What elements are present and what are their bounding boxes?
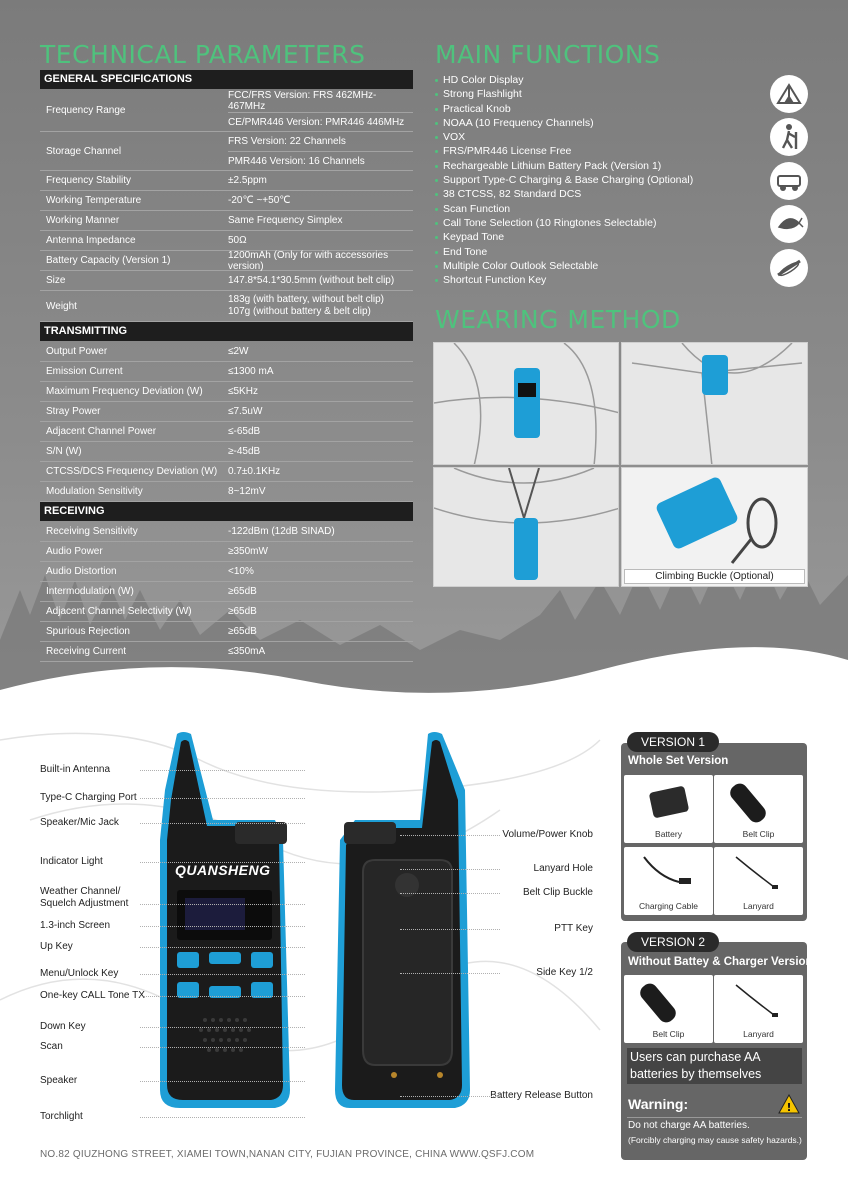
callout-leader-line (140, 798, 305, 799)
left-callout-label: Torchlight (40, 1111, 83, 1122)
spec-value: ±2.5ppm (228, 175, 267, 186)
spec-value: ≤1300 mA (228, 366, 274, 377)
right-callout-label: Battery Release Button (490, 1090, 593, 1101)
spec-value: 8~12mV (228, 486, 266, 497)
warning-subtext: (Forcibly charging may cause safety hazards.) (628, 1135, 802, 1145)
aa-battery-note: Users can purchase AA batteries by themselves (627, 1048, 802, 1084)
brand-logo: QUANSHENG (175, 862, 271, 878)
callout-leader-line (400, 869, 500, 870)
function-item: FRS/PMR446 License Free (435, 144, 765, 158)
function-item: Shortcut Function Key (435, 273, 765, 287)
spec-value: <10% (228, 566, 254, 577)
spec-row (40, 402, 413, 422)
spec-row (40, 562, 413, 582)
spec-row (40, 622, 413, 642)
radio-front (155, 730, 295, 1110)
buckle-caption: Climbing Buckle (Optional) (624, 569, 805, 584)
accessory-label: Charging Cable (638, 901, 699, 911)
spec-value: 1200mAh (Only for with accessories version) (228, 249, 389, 272)
spec-label: Frequency Stability (46, 175, 132, 186)
spec-label: Size (46, 275, 66, 286)
spec-label: CTCSS/DCS Frequency Deviation (W) (46, 466, 218, 477)
spec-value: ≤5KHz (228, 386, 258, 397)
right-callout-label: Lanyard Hole (533, 863, 593, 874)
callout-leader-line (140, 1027, 305, 1028)
spec-label: Adjacent Channel Power (46, 426, 157, 437)
right-callout-label: Side Key 1/2 (536, 967, 593, 978)
spec-label: Receiving Sensitivity (46, 526, 138, 537)
accessory-belt-clip (714, 775, 803, 843)
spec-value: FCC/FRS Version: FRS 462MHz-467MHz (228, 90, 377, 112)
spec-row (40, 231, 413, 251)
left-callout-label: 1.3-inch Screen (40, 920, 111, 931)
spec-row (40, 251, 413, 271)
spec-row (40, 211, 413, 231)
spec-label: Weight (46, 300, 77, 312)
spec-row (40, 291, 413, 322)
spec-value: ≥65dB (228, 586, 257, 597)
accessory-label: Lanyard (743, 1029, 774, 1039)
left-callout-label: Speaker (40, 1075, 78, 1086)
spec-label: Emission Current (46, 366, 123, 377)
wearing-title: WEARING METHOD (435, 305, 681, 334)
left-callout-label: Weather Channel/ Squelch Adjustment (40, 886, 129, 909)
spec-row (40, 132, 413, 171)
accessory-label: Battery (655, 829, 682, 839)
spec-value: ≤-65dB (228, 426, 261, 437)
spec-row (40, 422, 413, 442)
function-item: VOX (435, 130, 765, 144)
left-callout-label: Menu/Unlock Key (40, 968, 119, 979)
callout-leader-line (140, 823, 305, 824)
functions-title: MAIN FUNCTIONS (435, 40, 661, 69)
function-item: Strong Flashlight (435, 87, 765, 101)
function-list (435, 73, 765, 287)
function-item: Keypad Tone (435, 230, 765, 244)
accessory-lanyard (714, 847, 803, 915)
spec-row (40, 382, 413, 402)
spec-label: Storage Channel (46, 145, 122, 157)
spec-value: 183g (with battery, without belt clip) 107g (without battery & belt clip) (228, 294, 385, 317)
function-item: Rechargeable Lithium Battery Pack (Version 1) (435, 159, 765, 173)
right-callout-label: Belt Clip Buckle (522, 887, 593, 898)
spec-value: Same Frequency Simplex (228, 215, 343, 226)
radio-back (330, 730, 475, 1110)
spec-value: CE/PMR446 Version: PMR446 446MHz (228, 112, 413, 131)
spec-value: 50Ω (228, 235, 247, 246)
function-item: Scan Function (435, 202, 765, 216)
spec-row (40, 362, 413, 382)
footer-address: NO.82 QIUZHONG STREET, XIAMEI TOWN,NANAN CITY, FUJIAN PROVINCE, CHINA WWW.QSFJ.COM (40, 1149, 535, 1160)
fishing-icon (770, 205, 808, 243)
tent-icon (770, 75, 808, 113)
left-callout-label: Built-in Antenna (40, 764, 111, 775)
wear-buckle-image (621, 467, 808, 587)
callout-leader-line (140, 862, 305, 863)
warning-icon (778, 1094, 800, 1119)
callout-leader-line (140, 904, 305, 905)
spec-row (40, 171, 413, 191)
spec-value: ≥-45dB (228, 446, 261, 457)
wear-lanyard-image (433, 467, 619, 587)
spec-row (40, 271, 413, 291)
right-callout-label: Volume/Power Knob (502, 829, 593, 840)
warning-text: Do not charge AA batteries. (628, 1120, 750, 1131)
spec-value: 0.7±0.1KHz (228, 466, 281, 477)
specs-title: TECHNICAL PARAMETERS (40, 40, 366, 69)
callout-leader-line (140, 926, 305, 927)
hiker-icon (770, 118, 808, 156)
accessory-belt-clip (624, 975, 713, 1043)
spec-label: Stray Power (46, 406, 101, 417)
function-item: Support Type-C Charging & Base Charging (Optional) (435, 173, 765, 187)
spec-label: Spurious Rejection (46, 626, 130, 637)
left-callout-label: Speaker/Mic Jack (40, 817, 119, 828)
spec-value: -20℃ ~+50℃ (228, 195, 291, 206)
spec-value: ≤350mA (228, 646, 266, 657)
spec-value: ≥350mW (228, 546, 268, 557)
spec-section-header: GENERAL SPECIFICATIONS (40, 70, 413, 89)
svg-text:!: ! (786, 1101, 792, 1114)
callout-leader-line (400, 893, 500, 894)
left-callout-label: Up Key (40, 941, 73, 952)
spec-label: Frequency Range (46, 105, 126, 116)
version1-title: Whole Set Version (628, 755, 729, 767)
callout-leader-line (140, 1081, 305, 1082)
spec-row (40, 442, 413, 462)
spec-label: Working Temperature (46, 195, 142, 206)
warning-divider (627, 1117, 802, 1118)
left-callout-label: One-key CALL Tone TX (40, 990, 145, 1001)
callout-leader-line (400, 973, 500, 974)
callout-leader-line (400, 929, 500, 930)
left-callout-label: Scan (40, 1041, 63, 1052)
spec-table (40, 70, 413, 662)
callout-leader-line (400, 1096, 500, 1097)
spec-value: -122dBm (12dB SINAD) (228, 526, 335, 537)
spec-label: Receiving Current (46, 646, 127, 657)
spec-label: Working Manner (46, 215, 120, 226)
spec-section-header: RECEIVING (40, 502, 413, 521)
kayak-icon (770, 249, 808, 287)
spec-value: ≥65dB (228, 606, 257, 617)
accessory-battery (624, 775, 713, 843)
accessory-lanyard (714, 975, 803, 1043)
accessory-charging-cable (624, 847, 713, 915)
callout-leader-line (400, 835, 500, 836)
wear-belt-image (433, 342, 619, 465)
spec-label: Output Power (46, 346, 108, 357)
accessory-label: Belt Clip (742, 829, 775, 839)
spec-value: PMR446 Version: 16 Channels (228, 151, 413, 170)
right-callout-label: PTT Key (554, 923, 593, 934)
spec-row (40, 342, 413, 362)
spec-section-header: TRANSMITTING (40, 322, 413, 341)
callout-leader-line (140, 1117, 305, 1118)
function-item: Practical Knob (435, 102, 765, 116)
function-item: End Tone (435, 245, 765, 259)
left-callout-label: Type-C Charging Port (40, 792, 137, 803)
spec-row (40, 542, 413, 562)
spec-row (40, 90, 413, 132)
spec-label: Antenna Impedance (46, 235, 136, 246)
spec-label: Battery Capacity (Version 1) (46, 255, 171, 266)
wear-pocket-image (621, 342, 808, 465)
version2-title: Without Battey & Charger Version (628, 956, 813, 968)
spec-row (40, 482, 413, 502)
callout-leader-line (140, 770, 305, 771)
callout-leader-line (140, 1047, 305, 1048)
function-item: 38 CTCSS, 82 Standard DCS (435, 187, 765, 201)
accessory-label: Belt Clip (652, 1029, 685, 1039)
version2-tag: VERSION 2 (627, 932, 719, 952)
warning-title: Warning: (628, 1096, 689, 1112)
spec-value: ≤7.5uW (228, 406, 263, 417)
spec-label: Intermodulation (W) (46, 586, 134, 597)
spec-value: ≤2W (228, 346, 249, 357)
spec-label: Maximum Frequency Deviation (W) (46, 386, 203, 397)
spec-value: FRS Version: 22 Channels (228, 136, 346, 147)
spec-row (40, 522, 413, 542)
callout-leader-line (140, 974, 305, 975)
spec-row (40, 602, 413, 622)
spec-row (40, 582, 413, 602)
function-item: Call Tone Selection (10 Ringtones Selectable) (435, 216, 765, 230)
left-callout-label: Down Key (40, 1021, 86, 1032)
spec-label: Adjacent Channel Selectivity (W) (46, 606, 192, 617)
spec-label: Audio Distortion (46, 566, 117, 577)
offroad-car-icon (770, 162, 808, 200)
function-item: NOAA (10 Frequency Channels) (435, 116, 765, 130)
spec-value: 147.8*54.1*30.5mm (without belt clip) (228, 275, 395, 286)
spec-label: Audio Power (46, 546, 103, 557)
spec-value: ≥65dB (228, 626, 257, 637)
left-callout-label: Indicator Light (40, 856, 103, 867)
spec-row (40, 642, 413, 662)
callout-leader-line (140, 996, 305, 997)
spec-row (40, 191, 413, 211)
spec-row (40, 462, 413, 482)
function-item: HD Color Display (435, 73, 765, 87)
callout-leader-line (140, 947, 305, 948)
version1-tag: VERSION 1 (627, 732, 719, 752)
spec-label: S/N (W) (46, 446, 82, 457)
function-item: Multiple Color Outlook Selectable (435, 259, 765, 273)
spec-label: Modulation Sensitivity (46, 486, 143, 497)
accessory-label: Lanyard (743, 901, 774, 911)
